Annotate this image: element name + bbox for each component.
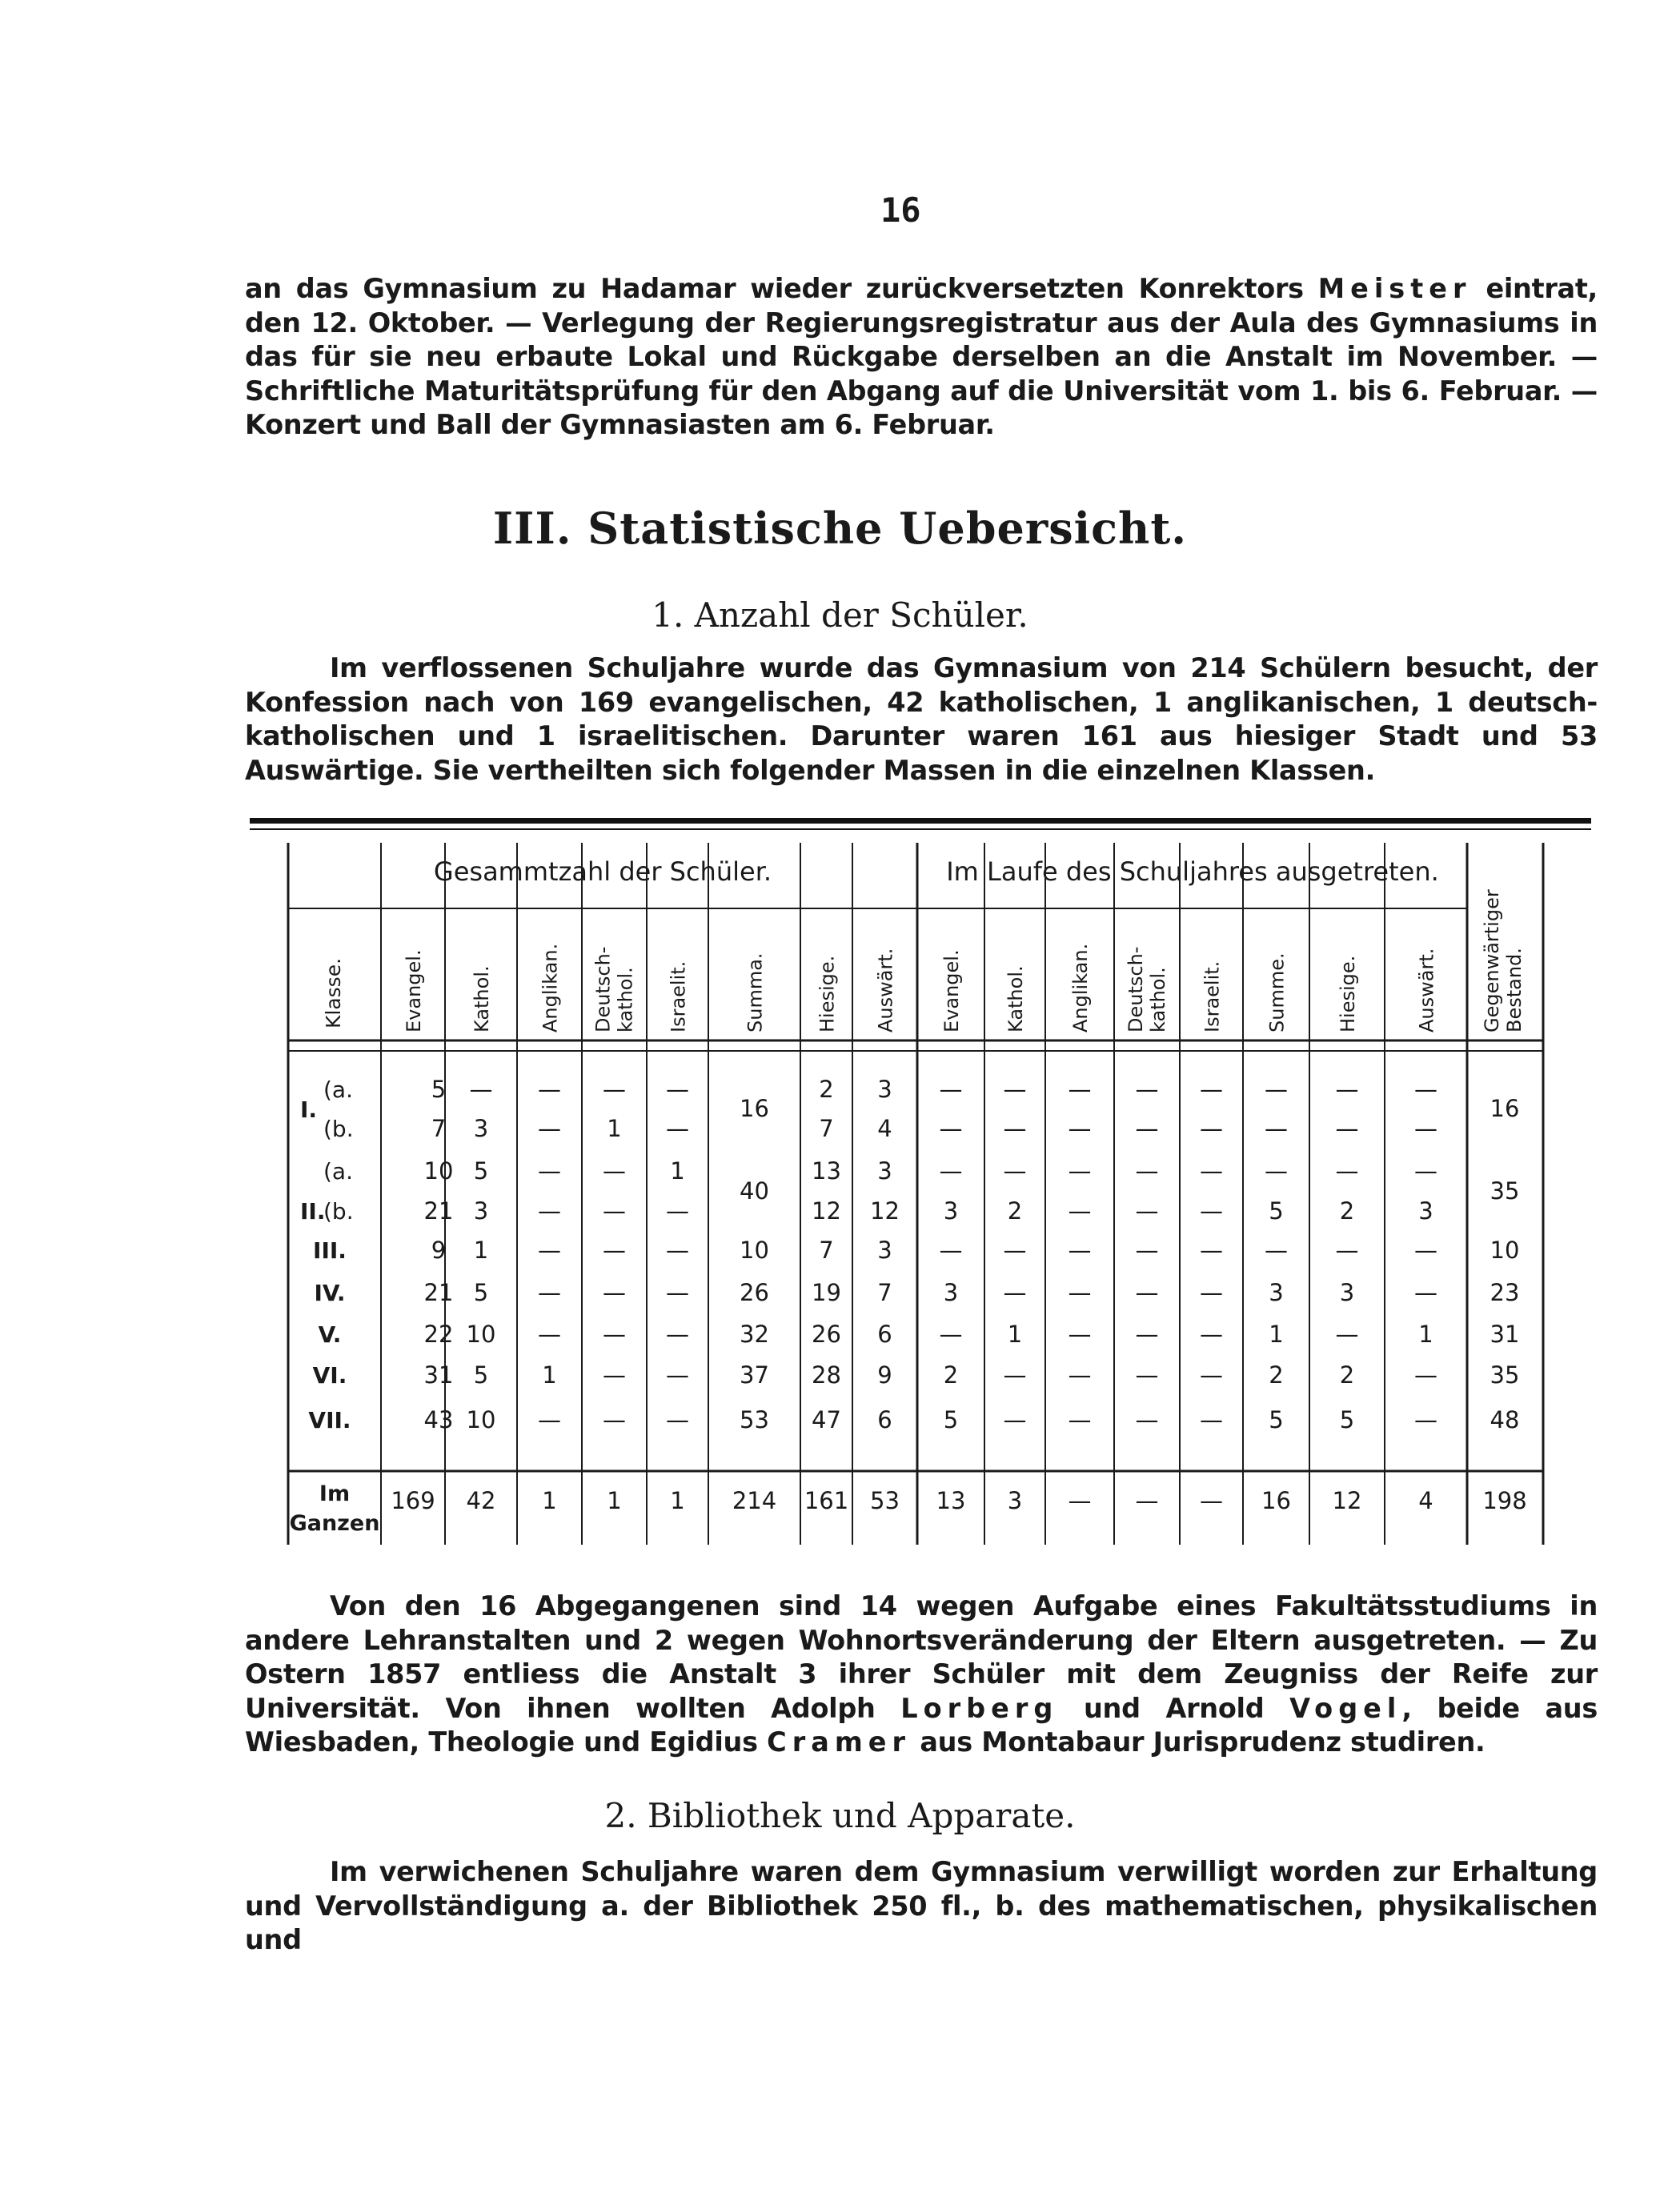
table-cell: 2: [943, 1361, 959, 1389]
name-cramer: Cramer: [767, 1726, 911, 1758]
column-header: Auswärt.: [1415, 948, 1438, 1032]
table-cell: 9: [431, 1237, 447, 1264]
column-header: Summa.: [744, 952, 767, 1032]
table-cell: —: [603, 1237, 626, 1264]
table-cell: —: [1200, 1321, 1223, 1348]
table-cell: —: [1414, 1361, 1437, 1389]
column-header: Anglikan.: [539, 943, 562, 1032]
table-cell: —: [1200, 1279, 1223, 1306]
table-cell: 2: [1339, 1361, 1355, 1389]
table-cell: —: [1265, 1076, 1288, 1103]
table-cell: 1: [1418, 1321, 1433, 1348]
table-cell: —: [1335, 1321, 1359, 1348]
table-cell: 7: [431, 1115, 447, 1142]
table-cell: 53: [740, 1406, 769, 1433]
israelit-class-II: 1: [670, 1157, 685, 1185]
table-cell: 1: [1269, 1321, 1284, 1348]
header-bestand: Gegenwärtiger: [1481, 889, 1503, 1032]
paragraph-library: [245, 1855, 1598, 1958]
table-cell: —: [1135, 1237, 1159, 1264]
row-klasse: IV.: [314, 1280, 346, 1306]
column-header: kathol.: [614, 967, 637, 1032]
table-cell: —: [1335, 1115, 1359, 1142]
table-cell: —: [603, 1157, 626, 1185]
table-cell: —: [1135, 1321, 1159, 1348]
row-klasse: VII.: [308, 1407, 351, 1433]
table-cell: —: [939, 1237, 963, 1264]
table-cell: —: [1265, 1237, 1288, 1264]
table-cell: 3: [877, 1157, 892, 1185]
table-cell: —: [603, 1076, 626, 1103]
paragraph-enrollment-text: Im verflossenen Schuljahre wurde das Gymnasium von 214 Schülern besucht, der Konfession nach von 169 evangelischen, 42 katholischen, 1 anglikanischen, 1 deutsch-katholischen und 1 israelitischen. Darunter waren 161 aus hiesiger Stadt und 53 Auswärtige. Sie vertheilten sich folgender Massen in die einzelnen Klassen.: [245, 652, 1598, 786]
table-cell: 7: [819, 1237, 834, 1264]
total-cell: 1: [607, 1487, 622, 1514]
table-cell: —: [1414, 1406, 1437, 1433]
column-header: Anglikan.: [1069, 943, 1092, 1032]
table-cell: —: [1003, 1157, 1027, 1185]
departures-text-2: und Arnold: [1058, 1692, 1290, 1724]
column-header: Summe.: [1265, 952, 1289, 1032]
table-cell: —: [1135, 1157, 1159, 1185]
bestand-cell: 31: [1490, 1321, 1520, 1348]
table-cell: —: [1200, 1197, 1223, 1225]
table-cell: 5: [1339, 1406, 1355, 1433]
table-cell: 6: [877, 1406, 892, 1433]
column-header: Kathol.: [1004, 965, 1027, 1032]
total-cell: 198: [1482, 1487, 1527, 1514]
table-cell: —: [1068, 1157, 1092, 1185]
table-cell: 21: [423, 1197, 454, 1225]
table-cell: —: [538, 1279, 561, 1306]
total-cell: 53: [870, 1487, 900, 1514]
table-cell: —: [1414, 1279, 1437, 1306]
table-cell: 37: [740, 1361, 769, 1389]
table-cell: —: [603, 1361, 626, 1389]
column-header: Auswärt.: [874, 948, 897, 1032]
column-header: Hiesige.: [816, 955, 839, 1032]
table-cell: —: [666, 1361, 689, 1389]
bestand-cell: 35: [1490, 1361, 1520, 1389]
bestand-cell: 48: [1490, 1406, 1520, 1433]
table-cell: 32: [740, 1321, 769, 1348]
table-cell: —: [603, 1321, 626, 1348]
row-klasse: II.: [300, 1198, 326, 1225]
table-cell: 9: [877, 1361, 892, 1389]
table-cell: —: [538, 1076, 561, 1103]
table-cell: 3: [473, 1197, 489, 1225]
table-cell: —: [1135, 1115, 1159, 1142]
table-cell: —: [939, 1321, 963, 1348]
column-header: Kathol.: [471, 965, 493, 1032]
table-cell: —: [538, 1321, 561, 1348]
table-cell: 43: [423, 1406, 454, 1433]
table-cell: —: [1335, 1076, 1359, 1103]
group-heading-total: Gesammtzahl der Schüler.: [433, 856, 772, 887]
table-cell: —: [1200, 1361, 1223, 1389]
table-cell: 3: [1339, 1279, 1355, 1306]
table-cell: —: [1414, 1076, 1437, 1103]
subsection-title-2: 2. Bibliothek und Apparate.: [604, 1796, 1076, 1835]
table-cell: —: [603, 1279, 626, 1306]
table-cell: 26: [812, 1321, 841, 1348]
table-cell: —: [666, 1406, 689, 1433]
subsection-title-1: 1. Anzahl der Schüler.: [652, 595, 1028, 635]
table-cell: 3: [943, 1279, 959, 1306]
table-cell: —: [666, 1321, 689, 1348]
row-subclass: (b.: [323, 1116, 354, 1142]
table-cell: —: [1200, 1157, 1223, 1185]
table-cell: 2: [1007, 1197, 1023, 1225]
bestand-cell: 16: [1490, 1095, 1520, 1122]
table-cell: 10: [466, 1321, 496, 1348]
table-cell: —: [603, 1197, 626, 1225]
total-cell: —: [1068, 1487, 1092, 1514]
table-cell: —: [1068, 1197, 1092, 1225]
column-header: Israelit.: [667, 960, 690, 1032]
total-cell: 169: [391, 1487, 435, 1514]
table-cell: 28: [812, 1361, 841, 1389]
table-cell: —: [1135, 1361, 1159, 1389]
table-cell: —: [1003, 1076, 1027, 1103]
table-cell: —: [939, 1076, 963, 1103]
table-cell: —: [538, 1197, 561, 1225]
summa-class-II: 40: [740, 1177, 769, 1205]
table-cell: —: [1003, 1279, 1027, 1306]
table-cell: 3: [473, 1115, 489, 1142]
table-cell: —: [1135, 1406, 1159, 1433]
table-cell: 2: [819, 1076, 834, 1103]
table-cell: 3: [877, 1076, 892, 1103]
departures-text-3: , beide aus Wiesbaden, Theologie und Egidius: [245, 1692, 1598, 1758]
departures-text-1: Von den 16 Abgegangenen sind 14 wegen Aufgabe eines Fakultätsstudiums in andere Lehranstalten und 2 wegen Wohnortsveränderung der Eltern ausgetreten. — Zu Ostern 1857 entliess die Anstalt 3 ihrer Schüler mit dem Zeugniss der Reife zur Universität. Von ihnen wollten Adolph: [245, 1590, 1598, 1724]
table-cell: 7: [819, 1115, 834, 1142]
header-klasse: Klasse.: [322, 957, 345, 1028]
table-cell: 12: [870, 1197, 900, 1225]
table-cell: 22: [423, 1321, 454, 1348]
table-cell: 12: [812, 1197, 841, 1225]
table-cell: —: [538, 1115, 561, 1142]
name-meister: Meister: [1317, 273, 1472, 304]
table-cell: —: [666, 1279, 689, 1306]
table-cell: 5: [943, 1406, 959, 1433]
table-cell: 1: [473, 1237, 489, 1264]
bestand-cell: 35: [1490, 1177, 1520, 1205]
table-cell: 10: [740, 1237, 769, 1264]
total-cell: 1: [542, 1487, 557, 1514]
table-cell: 2: [1339, 1197, 1355, 1225]
table-cell: —: [1200, 1076, 1223, 1103]
intro-text-2: eintrat, den 12. Oktober. — Verlegung der Regierungsregistratur aus der Aula des Gymnasiums in das für sie neu erbaute Lokal und Rückgabe derselben an die Anstalt im November. — Schriftliche Maturitätsprüfung für den Abgang auf die Universität vom 1. bis 6. Februar. — Konzert und Ball der Gymnasiasten am 6. Februar.: [245, 273, 1598, 440]
table-cell: —: [1414, 1157, 1437, 1185]
table-cell: 2: [1269, 1361, 1284, 1389]
table-cell: 26: [740, 1279, 769, 1306]
column-header: Evangel.: [403, 949, 425, 1032]
table-cell: —: [469, 1076, 493, 1103]
table-cell: 31: [423, 1361, 454, 1389]
total-cell: 12: [1332, 1487, 1362, 1514]
bestand-cell: 10: [1490, 1237, 1520, 1264]
page-number: 16: [880, 190, 921, 230]
table-cell: —: [1068, 1076, 1092, 1103]
table-cell: —: [1068, 1406, 1092, 1433]
departures-text-4: aus Montabaur Jurisprudenz studiren.: [910, 1726, 1486, 1758]
table-cell: —: [538, 1157, 561, 1185]
table-cell: —: [1200, 1406, 1223, 1433]
row-subclass: (a.: [323, 1076, 353, 1103]
bestand-cell: 23: [1490, 1279, 1520, 1306]
name-vogel: Vogel: [1289, 1692, 1402, 1724]
table-cell: 5: [431, 1076, 447, 1103]
table-cell: 3: [1269, 1279, 1284, 1306]
table-cell: —: [538, 1237, 561, 1264]
table-cell: —: [1414, 1115, 1437, 1142]
table-cell: —: [666, 1115, 689, 1142]
column-header: Deutsch-: [1125, 946, 1147, 1032]
total-label: Ganzen: [289, 1511, 380, 1536]
table-cell: 5: [1269, 1406, 1284, 1433]
table-cell: —: [1135, 1197, 1159, 1225]
table-cell: 1: [1007, 1321, 1023, 1348]
section-title: III. Statistische Uebersicht.: [492, 503, 1188, 554]
table-cell: —: [1135, 1076, 1159, 1103]
table-cell: —: [1003, 1115, 1027, 1142]
table-cell: 5: [1269, 1197, 1284, 1225]
table-cell: 10: [423, 1157, 454, 1185]
total-cell: 3: [1007, 1487, 1023, 1514]
table-cell: —: [1335, 1157, 1359, 1185]
table-cell: —: [939, 1157, 963, 1185]
table-cell: —: [1003, 1361, 1027, 1389]
column-header: Evangel.: [940, 949, 963, 1032]
table-cell: 1: [542, 1361, 557, 1389]
total-cell: —: [1200, 1487, 1223, 1514]
total-cell: 13: [936, 1487, 966, 1514]
table-cell: 3: [1418, 1197, 1433, 1225]
table-cell: —: [1265, 1115, 1288, 1142]
table-cell: —: [1068, 1237, 1092, 1264]
table-cell: —: [939, 1115, 963, 1142]
table-cell: —: [1200, 1237, 1223, 1264]
total-cell: 4: [1418, 1487, 1433, 1514]
table-cell: —: [1200, 1115, 1223, 1142]
name-lorberg: Lorberg: [900, 1692, 1059, 1724]
total-label: Im: [319, 1481, 351, 1506]
paragraph-departures: [245, 1590, 1598, 1760]
summa-class-I: 16: [740, 1095, 769, 1122]
paragraph-library-text: Im verwichenen Schuljahre waren dem Gymnasium verwilligt worden zur Erhaltung und Vervollständigung a. der Bibliothek 250 fl., b. des mathematischen, physikalischen und: [245, 1856, 1598, 1955]
column-header: Israelit.: [1201, 960, 1224, 1032]
row-klasse: I.: [300, 1096, 318, 1123]
table-cell: 10: [466, 1406, 496, 1433]
table-cell: 1: [607, 1115, 622, 1142]
table-cell: 4: [877, 1115, 892, 1142]
table-cell: —: [1068, 1361, 1092, 1389]
row-subclass: (a.: [323, 1158, 353, 1185]
table-cell: —: [1335, 1237, 1359, 1264]
table-cell: 47: [812, 1406, 841, 1433]
column-header: kathol.: [1147, 967, 1169, 1032]
table-cell: —: [1068, 1279, 1092, 1306]
table-cell: 7: [877, 1279, 892, 1306]
table-cell: —: [1003, 1406, 1027, 1433]
table-cell: —: [1068, 1115, 1092, 1142]
total-cell: 1: [670, 1487, 685, 1514]
header-bestand: Bestand.: [1503, 948, 1526, 1032]
table-cell: —: [538, 1406, 561, 1433]
table-cell: —: [666, 1197, 689, 1225]
intro-text-1: an das Gymnasium zu Hadamar wieder zurückversetzten Konrektors: [245, 273, 1318, 304]
row-klasse: V.: [318, 1321, 342, 1348]
table-cell: 5: [473, 1157, 489, 1185]
group-heading-departed: Im Laufe des Schuljahres ausgetreten.: [946, 856, 1439, 887]
table-cell: 3: [877, 1237, 892, 1264]
table-cell: —: [666, 1237, 689, 1264]
table-cell: 5: [473, 1361, 489, 1389]
total-cell: 16: [1261, 1487, 1291, 1514]
row-klasse: III.: [313, 1237, 347, 1264]
total-cell: 42: [466, 1487, 496, 1514]
table-cell: —: [1414, 1237, 1437, 1264]
total-cell: —: [1135, 1487, 1159, 1514]
table-cell: 19: [812, 1279, 841, 1306]
table-cell: 21: [423, 1279, 454, 1306]
table-cell: —: [603, 1406, 626, 1433]
table-cell: 3: [943, 1197, 959, 1225]
row-subclass: (b.: [323, 1198, 354, 1225]
row-klasse: VI.: [312, 1362, 347, 1389]
table-cell: 5: [473, 1279, 489, 1306]
table-cell: —: [1003, 1237, 1027, 1264]
table-cell: —: [1068, 1321, 1092, 1348]
column-header: Deutsch-: [591, 946, 615, 1032]
table-cell: 6: [877, 1321, 892, 1348]
total-cell: 214: [732, 1487, 777, 1514]
table-cell: —: [1135, 1279, 1159, 1306]
total-cell: 161: [804, 1487, 849, 1514]
table-cell: —: [1265, 1157, 1288, 1185]
column-header: Hiesige.: [1337, 955, 1359, 1032]
table-cell: 13: [812, 1157, 841, 1185]
table-cell: —: [666, 1076, 689, 1103]
